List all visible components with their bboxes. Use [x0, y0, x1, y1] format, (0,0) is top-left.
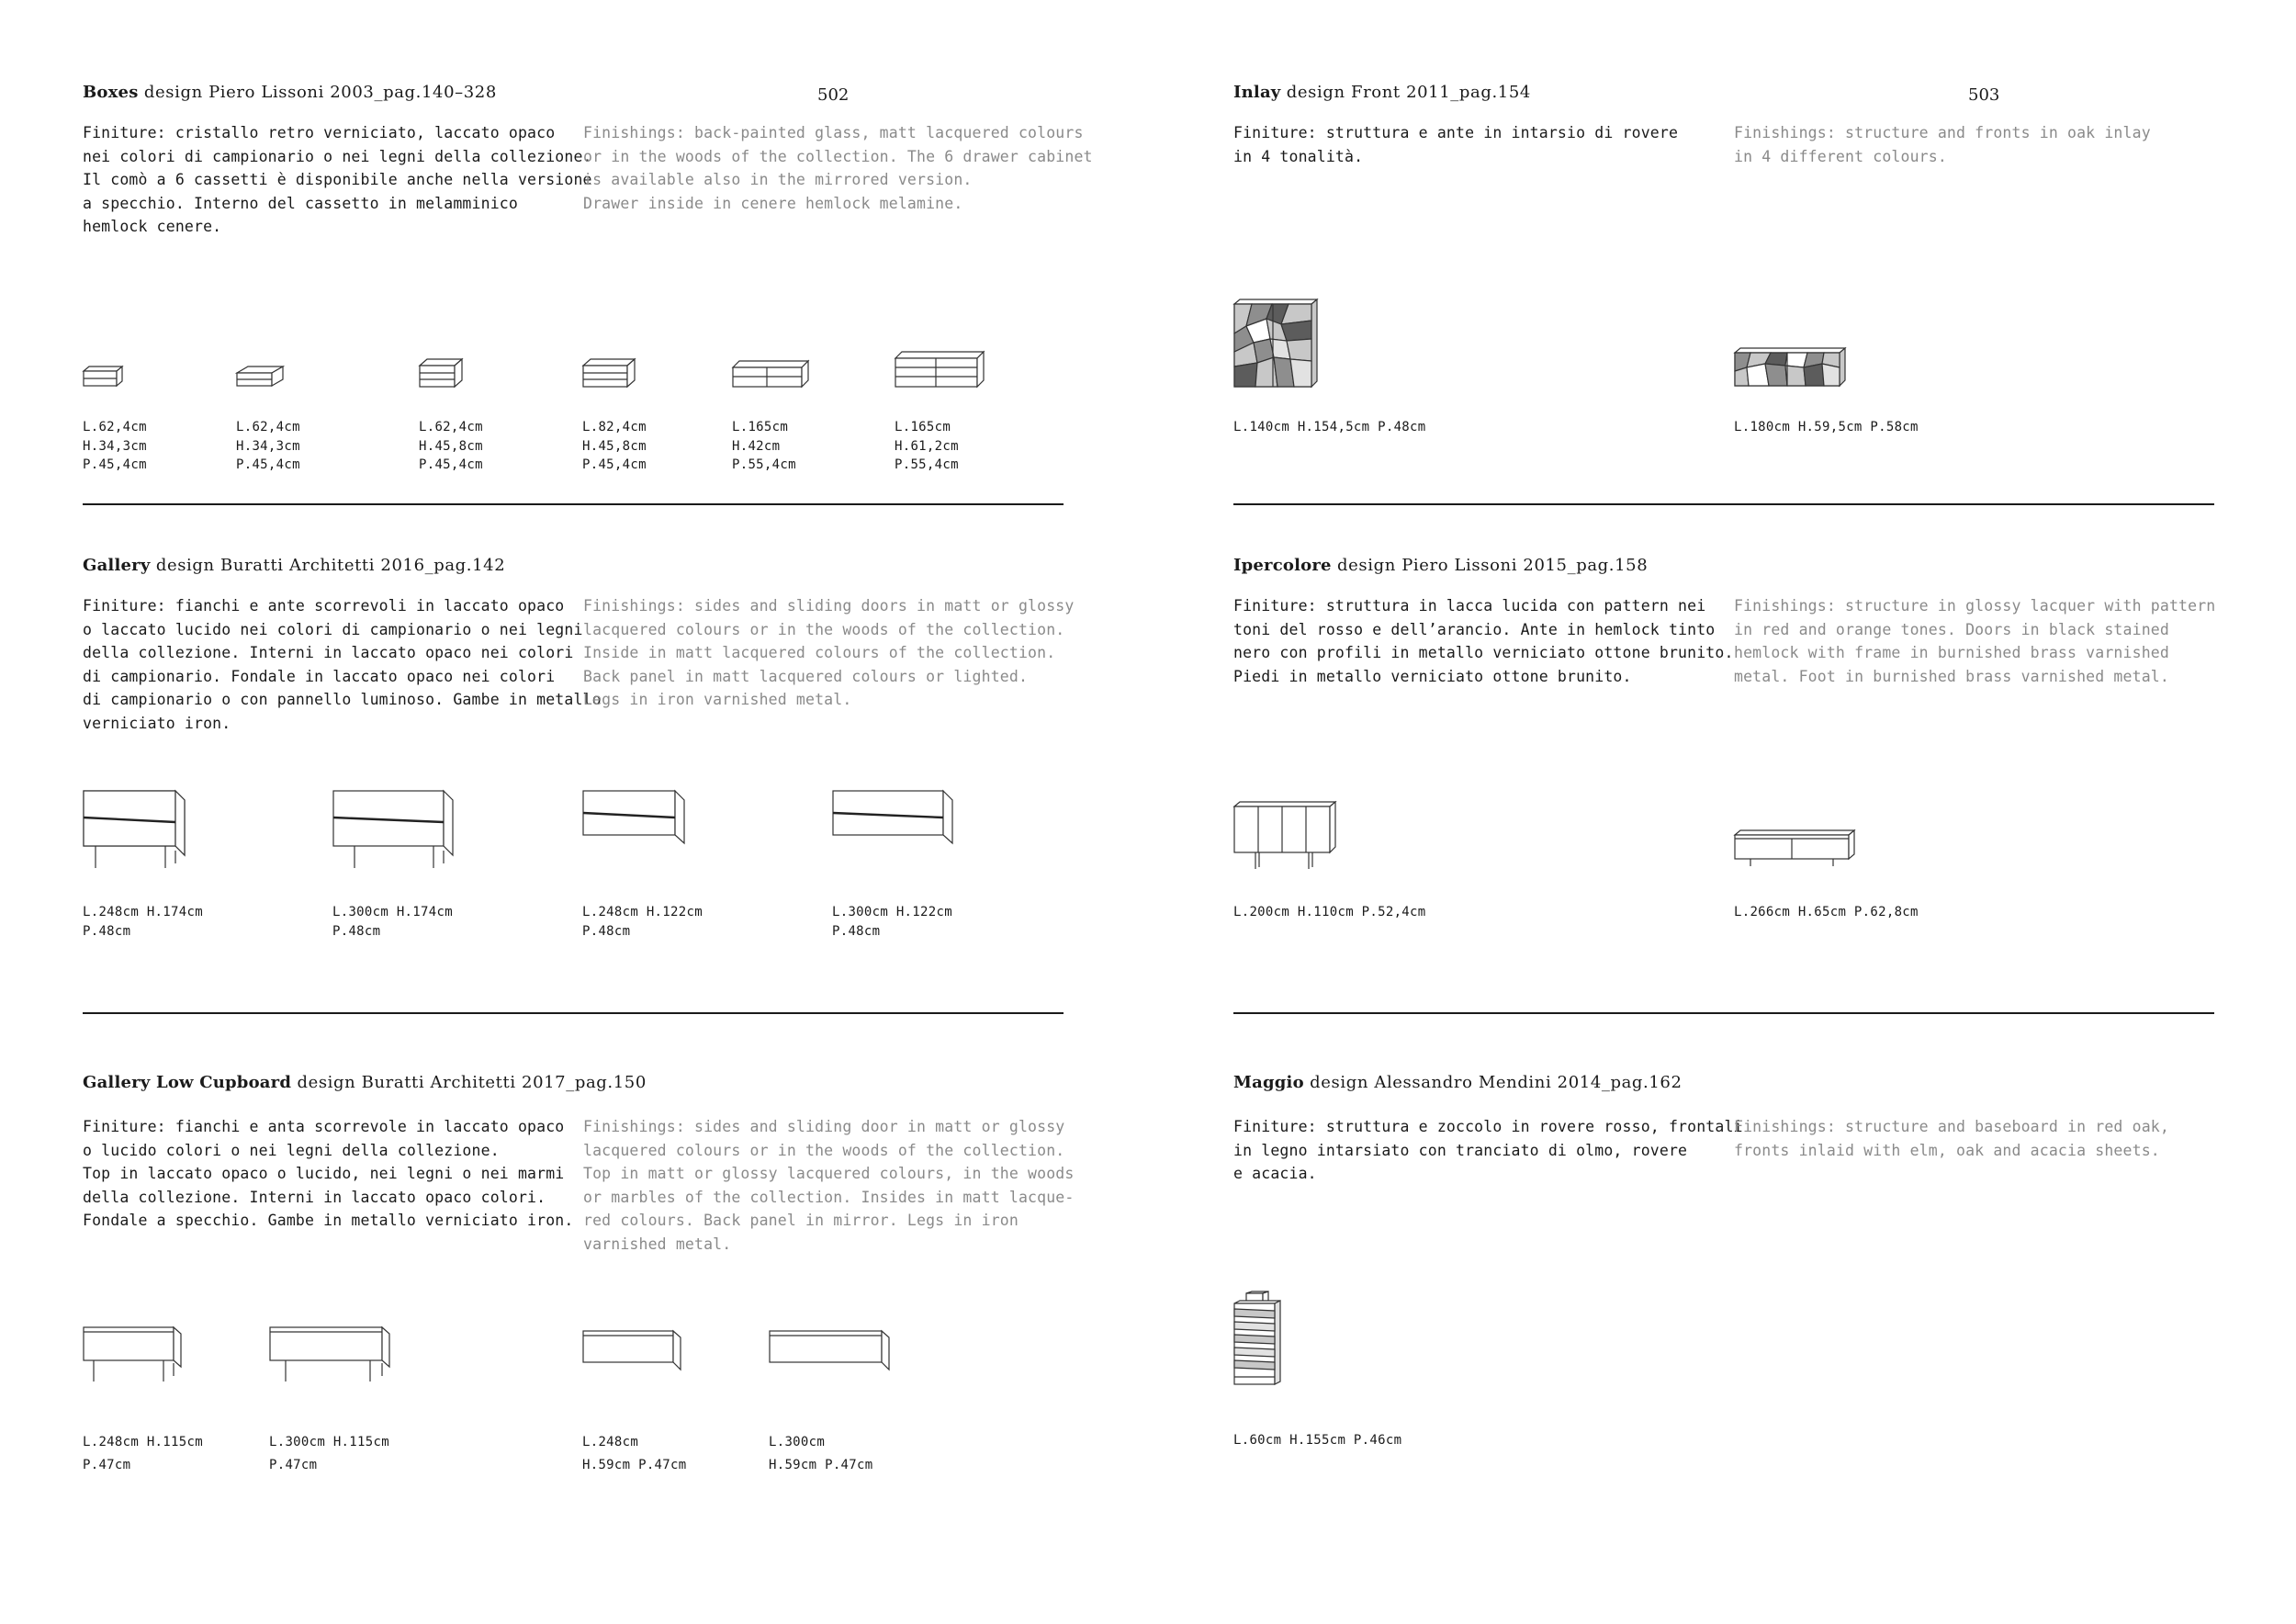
dimensions: L.165cm H.42cm P.55,4cm [732, 420, 796, 472]
dimensions: L.62,4cm H.45,8cm P.45,4cm [419, 420, 483, 472]
section-title-maggio [1233, 1073, 1683, 1092]
dimensions: L.62,4cm H.34,3cm P.45,4cm [83, 420, 147, 472]
finishing-english: Finishings: structure and baseboard in red oak, fronts inlaid with elm, oak and acacia sheets. [1734, 1118, 2169, 1159]
boxes-drawer-1-drawing [83, 366, 123, 388]
dimensions: L.60cm H.155cm P.46cm [1233, 1433, 1402, 1448]
finishing-english: Finishings: sides and sliding doors in matt or glossy lacquered colours or in the woods of the collection. Inside in matt lacquered colours of the collection. Back panel in matt lacquered colours or lighted. Legs in iron varnished metal. [583, 597, 1075, 708]
product-name: Inlay [1233, 83, 1281, 102]
finishing-english: Finishings: structure in glossy lacquer with pattern in red and orange tones. Doors in black stained hemlock with frame in burnished brass varnished metal. Foot in burnished brass varnished metal. [1734, 597, 2216, 685]
dimensions: L.180cm H.59,5cm P.58cm [1734, 420, 1919, 434]
finishing-italian: Finiture: struttura e zoccolo in rovere rosso, frontali in legno intarsiato con tranciato di olmo, rovere e acacia. [1233, 1118, 1743, 1182]
product-credit: design Front 2011_pag.154 [1286, 83, 1531, 102]
gallery-low-4-drawing [769, 1330, 890, 1372]
product-name: Ipercolore [1233, 556, 1332, 575]
dimensions: L.300cm H.59cm P.47cm [769, 1435, 873, 1472]
gallery-2-drawing [332, 790, 454, 869]
finishing-english: Finishings: structure and fronts in oak inlay in 4 different colours. [1734, 124, 2151, 165]
boxes-drawer-4-drawing [582, 358, 636, 388]
dimensions: L.300cm H.122cm P.48cm [832, 905, 952, 939]
dimensions: L.300cm H.174cm P.48cm [332, 905, 453, 939]
dimensions: L.248cm H.59cm P.47cm [582, 1435, 687, 1472]
dimensions: L.200cm H.110cm P.52,4cm [1233, 905, 1426, 919]
dimensions: L.62,4cm H.34,3cm P.45,4cm [236, 420, 300, 472]
ipercolore-cabinet-drawing [1233, 801, 1336, 871]
section-divider [1233, 1012, 2214, 1014]
section-title-inlay [1233, 83, 1531, 102]
section-divider [83, 1012, 1064, 1014]
product-name: Gallery Low Cupboard [83, 1073, 292, 1092]
finishing-italian: Finiture: struttura in lacca lucida con pattern nei toni del rosso e dell’arancio. Ante in hemlock tinto nero con profili in metallo verniciato ottone brunito. Piedi in metallo verniciato ottone brunito. [1233, 597, 1734, 685]
gallery-3-drawing [582, 790, 685, 845]
finishing-english: Finishings: sides and sliding door in matt or glossy lacquered colours or in the woods of the collection. Top in matt or glossy lacquered colours, in the woods or marbles of the collection. Insides in matt lacque- red colours. Back panel in mirror. Legs in iron varnished metal. [583, 1118, 1075, 1253]
section-title-boxes [83, 83, 497, 102]
section-divider [83, 503, 1064, 505]
product-name: Gallery [83, 556, 151, 575]
product-name: Boxes [83, 83, 139, 102]
gallery-low-3-drawing [582, 1330, 681, 1372]
product-credit: design Piero Lissoni 2003_pag.140–328 [143, 83, 497, 102]
dimensions: L.248cm H.122cm P.48cm [582, 905, 703, 939]
finishing-english: Finishings: back-painted glass, matt lacquered colours or in the woods of the collection. The 6 drawer cabinet is available also in the mirrored version. Drawer inside in cenere hemlock melamine. [583, 124, 1093, 212]
dimensions: L.140cm H.154,5cm P.48cm [1233, 420, 1426, 434]
dimensions: L.82,4cm H.45,8cm P.45,4cm [582, 420, 647, 472]
finishing-italian: Finiture: fianchi e ante scorrevoli in laccato opaco o laccato lucido nei colori di campionario o nei legni della collezione. Interni in laccato opaco nei colori di campionario. Fondale in laccato opaco nei colori di campionario o con pannello luminoso. Gambe in metallo verniciato iron. [83, 597, 602, 732]
gallery-1-drawing [83, 790, 186, 869]
dimensions: L.248cm H.115cm P.47cm [83, 1435, 203, 1472]
section-title-gallery [83, 556, 505, 575]
product-credit: design Alessandro Mendini 2014_pag.162 [1310, 1073, 1683, 1092]
boxes-drawer-3-drawing [419, 358, 463, 388]
section-title-gallery-low-cupboard [83, 1073, 647, 1092]
finishing-italian: Finiture: fianchi e anta scorrevole in laccato opaco o lucido colori o nei legni della collezione. Top in laccato opaco o lucido, nei legni o nei marmi della collezione. Interni in laccato opaco colori. Fondale a specchio. Gambe in metallo verniciato iron. [83, 1118, 574, 1229]
product-credit: design Buratti Architetti 2016_pag.142 [155, 556, 506, 575]
gallery-low-1-drawing [83, 1326, 182, 1383]
gallery-low-2-drawing [269, 1326, 390, 1383]
boxes-chest-5-drawing [732, 360, 809, 388]
product-credit: design Piero Lissoni 2015_pag.158 [1337, 556, 1649, 575]
product-credit: design Buratti Architetti 2017_pag.150 [297, 1073, 647, 1092]
product-name: Maggio [1233, 1073, 1304, 1092]
ipercolore-sideboard-drawing [1734, 829, 1855, 868]
section-divider [1233, 503, 2214, 505]
maggio-cabinet-drawing [1233, 1291, 1281, 1386]
right-page-number: 503 [1968, 85, 2000, 105]
inlay-cabinet-drawing [1233, 299, 1318, 389]
dimensions: L.248cm H.174cm P.48cm [83, 905, 203, 939]
dimensions: L.300cm H.115cm P.47cm [269, 1435, 389, 1472]
dimensions: L.165cm H.61,2cm P.55,4cm [895, 420, 959, 472]
section-title-ipercolore [1233, 556, 1648, 575]
left-page-number: 502 [817, 85, 850, 105]
gallery-4-drawing [832, 790, 953, 845]
boxes-chest-6-drawing [895, 351, 985, 388]
finishing-italian: Finiture: cristallo retro verniciato, laccato opaco nei colori di campionario o nei legni della collezione. Il comò a 6 cassetti è disponibile anche nella versione a specchio. Interno del cassetto in melamminico hemlock cenere. [83, 124, 592, 235]
finishing-italian: Finiture: struttura e ante in intarsio di rovere in 4 tonalità. [1233, 124, 1679, 165]
boxes-drawer-2-drawing [236, 366, 284, 388]
dimensions: L.266cm H.65cm P.62,8cm [1734, 905, 1919, 919]
inlay-sideboard-drawing [1734, 347, 1846, 389]
